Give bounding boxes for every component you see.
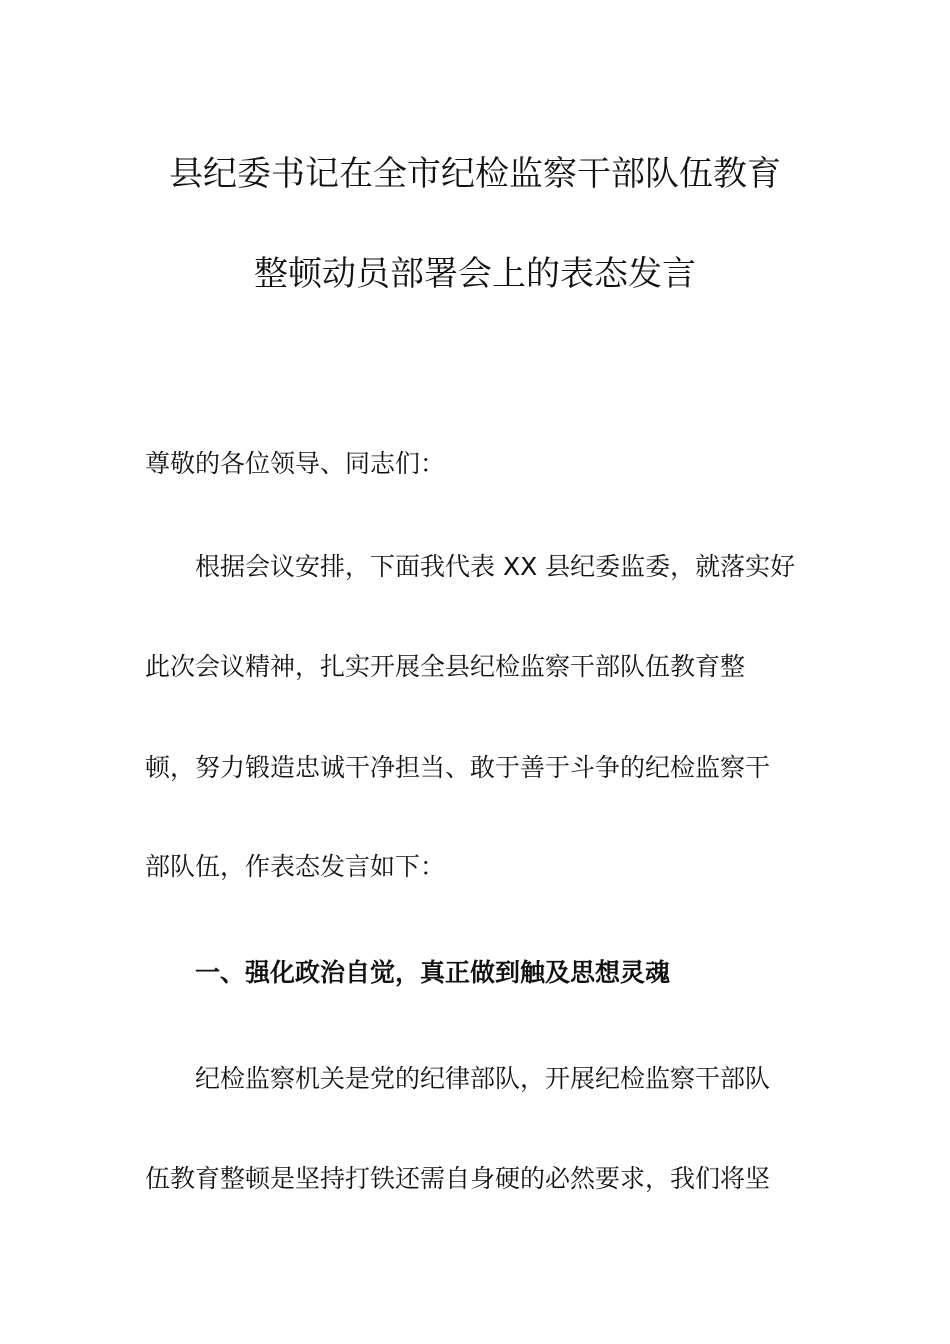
paragraph-1-line-4: 部队伍，作表态发言如下： xyxy=(145,852,446,881)
paragraph-1-line-3: 顿，努力锻造忠诚干净担当、敢于善于斗争的纪检监察干 xyxy=(145,753,771,782)
paragraph-1-line-2: 此次会议精神，扎实开展全县纪检监察干部队伍教育整 xyxy=(145,652,746,681)
paragraph-2-line-1: 纪检监察机关是党的纪律部队，开展纪检监察干部队 xyxy=(195,1064,771,1093)
document-title-line-1: 县纪委书记在全市纪检监察干部队伍教育 xyxy=(169,154,781,194)
section-1-heading: 一、强化政治自觉，真正做到触及思想灵魂 xyxy=(195,958,671,987)
document-title-line-2: 整顿动员部署会上的表态发言 xyxy=(254,254,696,294)
paragraph-2-line-2: 伍教育整顿是坚持打铁还需自身硬的必然要求，我们将坚 xyxy=(145,1164,771,1193)
paragraph-1-line-1: 根据会议安排，下面我代表 XX 县纪委监委，就落实好 xyxy=(195,552,796,581)
salutation: 尊敬的各位领导、同志们： xyxy=(145,449,446,478)
